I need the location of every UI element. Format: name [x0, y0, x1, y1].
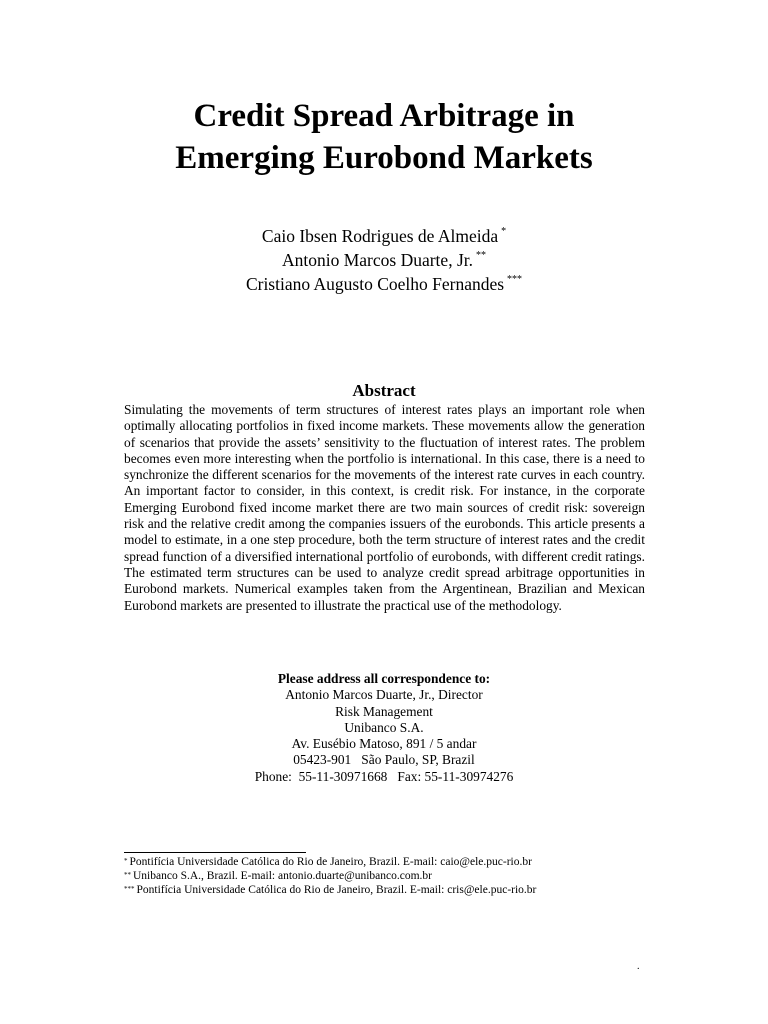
author-mark: * [501, 226, 507, 237]
footnote-mark: * [124, 857, 128, 865]
author-2 [0, 248, 768, 272]
footnote-divider [124, 852, 306, 853]
footnote-text: Pontifícia Universidade Católica do Rio de Janeiro, Brazil. E-mail: cris@ele.puc-rio.br [136, 884, 537, 896]
author-3 [0, 272, 768, 296]
footnote-1 [124, 855, 684, 869]
title-line-1: Credit Spread Arbitrage in [193, 98, 575, 134]
paper-title [0, 95, 768, 179]
footnote-2 [124, 869, 684, 883]
author-name: Caio Ibsen Rodrigues de Almeida [261, 226, 499, 246]
author-list [0, 224, 768, 296]
author-mark: *** [507, 274, 523, 285]
abstract-text: Simulating the movements of term structures of interest rates plays an important role when optimally allocating portfolios in fixed income markets. These movements allow the generation of scenarios that provide the assets’ sensitivity to the fluctuation of interest rates. The problem becomes even more interesting when the portfolio is international. In this case, there is a need to synchronize the different scenarios for the movements of the interest rate curves in each country. An important factor to consider, in this context, is credit risk. For instance, in the corporate Emerging Eurobond fixed income market there are two main sources of credit risk: sovereign risk and the relative credit among the companies issuers of the eurobonds. This article presents a model to estimate, in a one step procedure, both the term structure of interest rates and the credit spread function of a diversified international portfolio of eurobonds, with different credit ratings. The estimated term structures can be used to analyze credit spread arbitrage opportunities in Eurobond markets. Numerical examples taken from the Argentinean, Brazilian and Mexican Eurobond markets are presented to illustrate the practical use of the methodology. [124, 402, 645, 613]
author-mark: ** [476, 250, 486, 261]
correspondence-line: Unibanco S.A. [344, 719, 424, 735]
title-line-2: Emerging Eurobond Markets [175, 140, 593, 176]
footnote-mark: *** [124, 885, 135, 893]
footnote-3 [124, 883, 684, 897]
author-name: Antonio Marcos Duarte, Jr. [281, 250, 473, 270]
correspondence-line: Risk Management [335, 703, 433, 719]
author-name: Cristiano Augusto Coelho Fernandes [245, 274, 505, 294]
correspondence-line: 05423-901 São Paulo, SP, Brazil [293, 752, 475, 768]
correspondence-line: Antonio Marcos Duarte, Jr., Director [285, 687, 483, 703]
correspondence-block [0, 671, 768, 785]
footnote-text: Pontifícia Universidade Católica do Rio de Janeiro, Brazil. E-mail: caio@ele.puc-rio.br [129, 856, 532, 868]
footnotes [124, 855, 684, 897]
footnote-mark: ** [124, 871, 131, 879]
author-1 [0, 224, 768, 248]
abstract-heading: Abstract [352, 381, 416, 400]
correspondence-line: Phone: 55-11-30971668 Fax: 55-11-30974276 [254, 768, 514, 784]
correspondence-heading: Please address all correspondence to: [277, 671, 491, 686]
page-mark: . [637, 961, 640, 972]
footnote-text: Unibanco S.A., Brazil. E-mail: antonio.duarte@unibanco.com.br [133, 870, 432, 882]
correspondence-line: Av. Eusébio Matoso, 891 / 5 andar [291, 736, 477, 752]
